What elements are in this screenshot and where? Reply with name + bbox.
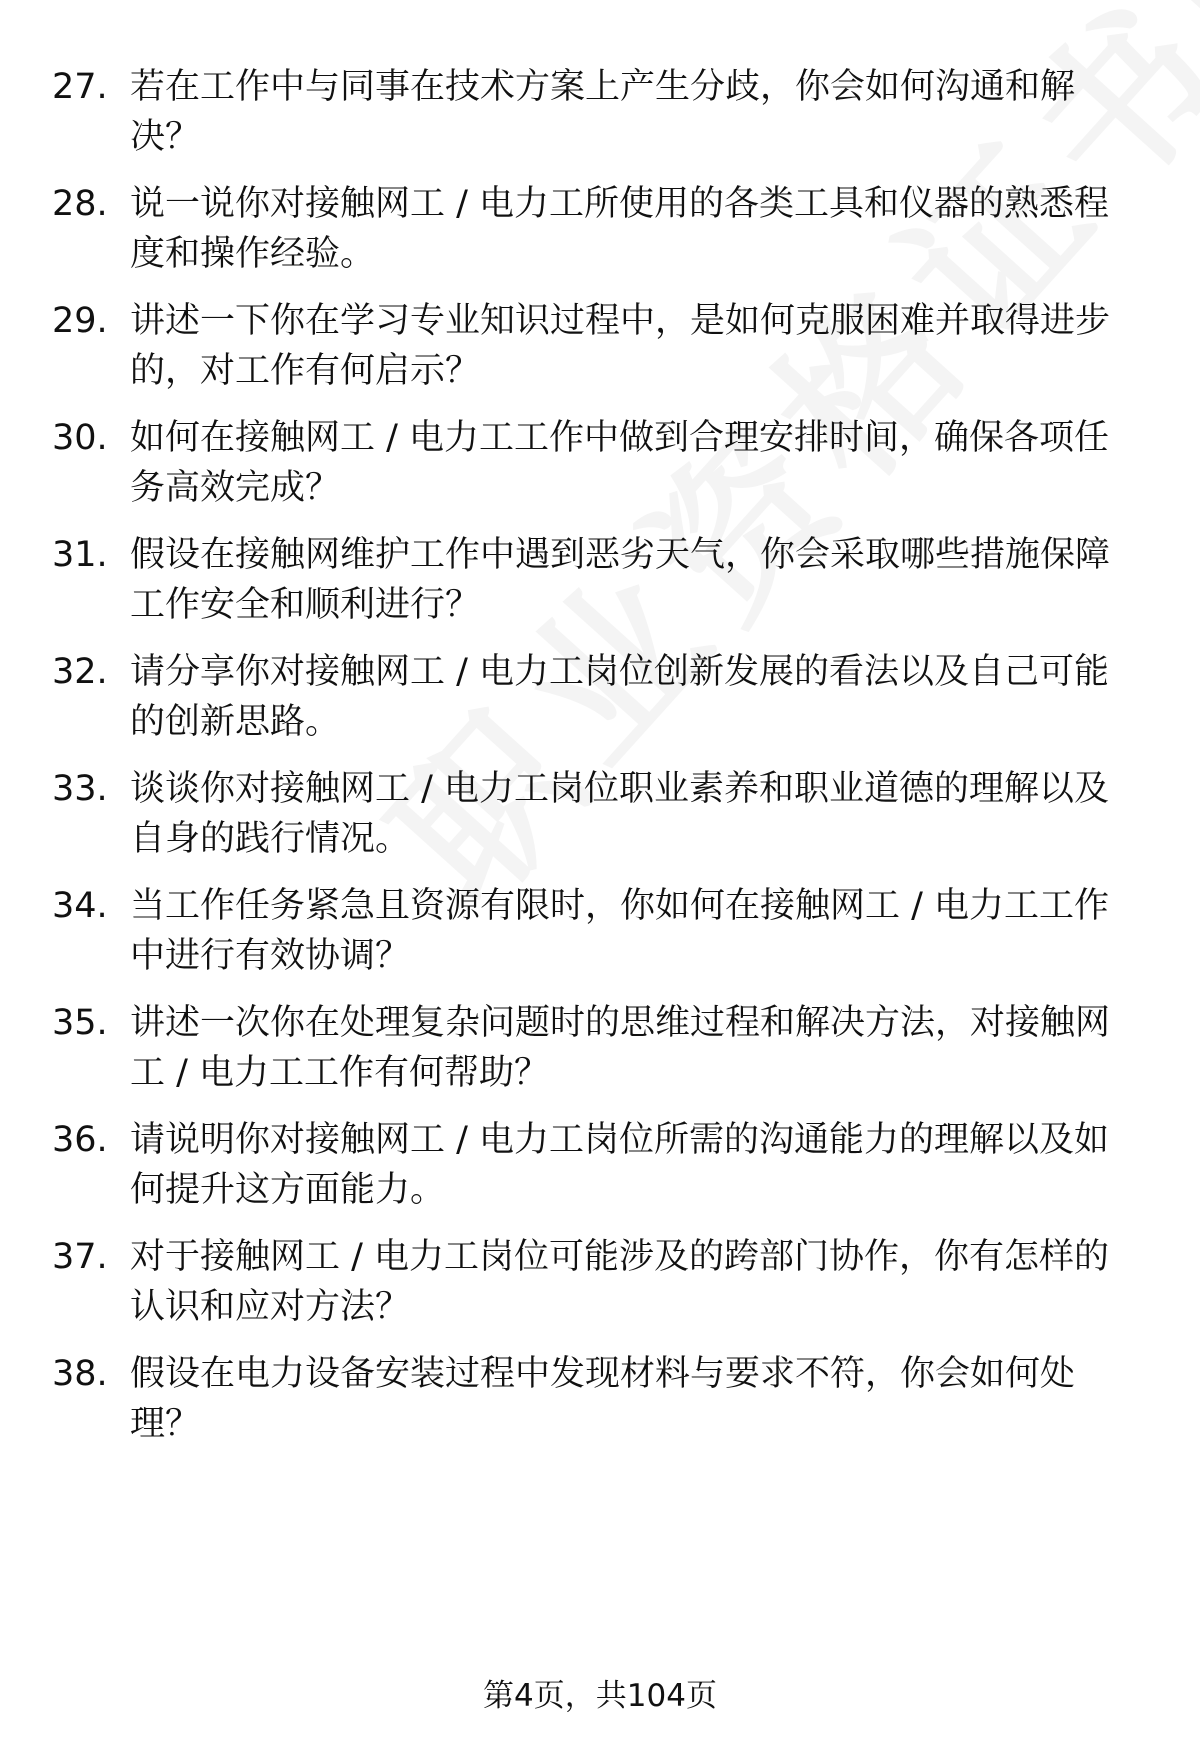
question-text: 讲述一次你在处理复杂问题时的思维过程和解决方法，对接触网工 / 电力工工作有何帮助？ xyxy=(130,1003,1111,1093)
page-number-footer: 第4页，共104页 xyxy=(483,1678,717,1714)
question-number: 36. xyxy=(52,1120,108,1160)
question-number: 31. xyxy=(52,535,108,575)
question-number: 32. xyxy=(52,652,108,692)
question-number: 33. xyxy=(52,769,108,809)
question-number: 28. xyxy=(52,184,108,224)
question-item xyxy=(0,62,1200,172)
question-item xyxy=(0,1115,1200,1225)
question-item xyxy=(0,179,1200,289)
question-text: 当工作任务紧急且资源有限时，你如何在接触网工 / 电力工工作中进行有效协调？ xyxy=(130,886,1110,976)
question-number: 35. xyxy=(52,1003,108,1043)
question-item xyxy=(0,998,1200,1108)
question-text: 请说明你对接触网工 / 电力工岗位所需的沟通能力的理解以及如何提升这方面能力。 xyxy=(130,1120,1110,1210)
question-number: 37. xyxy=(52,1237,108,1277)
question-number: 27. xyxy=(52,67,108,107)
question-item xyxy=(0,530,1200,640)
question-number: 30. xyxy=(52,418,108,458)
question-item xyxy=(0,413,1200,523)
question-text: 谈谈你对接触网工 / 电力工岗位职业素养和职业道德的理解以及自身的践行情况。 xyxy=(130,769,1110,859)
question-number: 29. xyxy=(52,301,108,341)
question-item xyxy=(0,1232,1200,1342)
question-item xyxy=(0,881,1200,991)
question-text: 若在工作中与同事在技术方案上产生分歧，你会如何沟通和解决？ xyxy=(130,67,1076,157)
question-text: 说一说你对接触网工 / 电力工所使用的各类工具和仪器的熟悉程度和操作经验。 xyxy=(130,184,1110,274)
question-item xyxy=(0,647,1200,757)
question-text: 讲述一下你在学习专业知识过程中，是如何克服困难并取得进步的，对工作有何启示？ xyxy=(130,301,1111,391)
question-item xyxy=(0,1349,1200,1459)
question-text: 如何在接触网工 / 电力工工作中做到合理安排时间，确保各项任务高效完成？ xyxy=(130,418,1110,508)
question-text: 对于接触网工 / 电力工岗位可能涉及的跨部门协作，你有怎样的认识和应对方法？ xyxy=(130,1237,1110,1327)
question-text: 请分享你对接触网工 / 电力工岗位创新发展的看法以及自己可能的创新思路。 xyxy=(130,652,1110,742)
question-item xyxy=(0,296,1200,406)
question-item xyxy=(0,764,1200,874)
question-text: 假设在电力设备安装过程中发现材料与要求不符，你会如何处理？ xyxy=(130,1354,1076,1444)
question-text: 假设在接触网维护工作中遇到恶劣天气，你会采取哪些措施保障工作安全和顺利进行？ xyxy=(130,535,1111,625)
question-number: 34. xyxy=(52,886,108,926)
question-number: 38. xyxy=(52,1354,108,1394)
